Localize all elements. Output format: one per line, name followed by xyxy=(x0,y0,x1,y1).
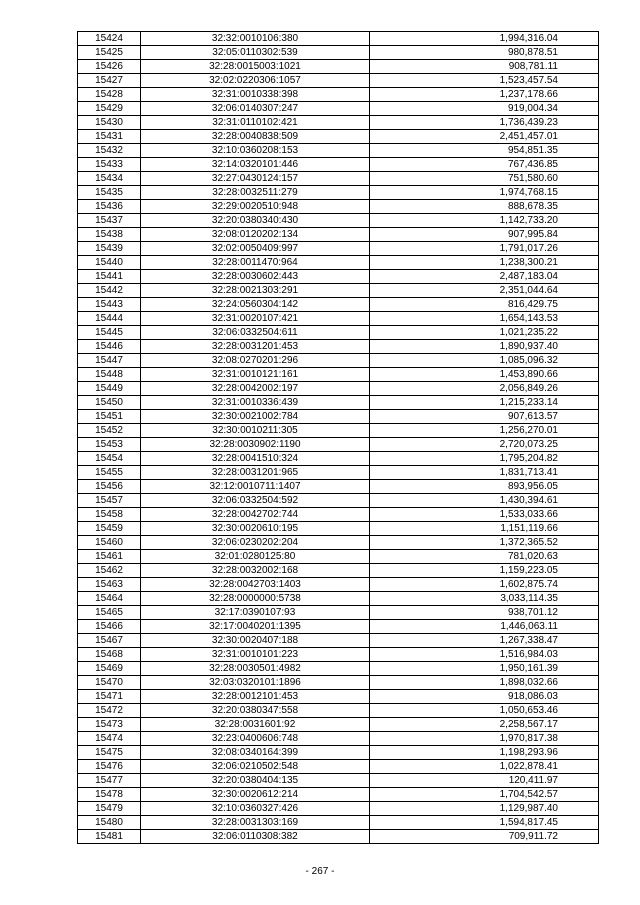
row-number-cell: 15463 xyxy=(78,578,141,592)
row-number-cell: 15478 xyxy=(78,788,141,802)
cadastral-value-cell: 1,372,365.52 xyxy=(370,536,599,550)
cadastral-value-cell: 816,429.75 xyxy=(370,298,599,312)
cadastral-number-cell: 32:03:0320101:1896 xyxy=(141,676,370,690)
cadastral-value-cell: 907,995.84 xyxy=(370,228,599,242)
cadastral-number-cell: 32:17:0040201:1395 xyxy=(141,620,370,634)
cadastral-value-cell: 908,781.11 xyxy=(370,60,599,74)
cadastral-value-cell: 1,151,119.66 xyxy=(370,522,599,536)
cadastral-number-cell: 32:31:0010101:223 xyxy=(141,648,370,662)
row-number-cell: 15429 xyxy=(78,102,141,116)
row-number-cell: 15459 xyxy=(78,522,141,536)
cadastral-number-cell: 32:28:0042703:1403 xyxy=(141,578,370,592)
cadastral-value-cell: 1,129,987.40 xyxy=(370,802,599,816)
row-number-cell: 15431 xyxy=(78,130,141,144)
row-number-cell: 15444 xyxy=(78,312,141,326)
cadastral-value-cell: 1,516,984.03 xyxy=(370,648,599,662)
cadastral-value-cell: 3,033,114.35 xyxy=(370,592,599,606)
row-number-cell: 15443 xyxy=(78,298,141,312)
row-number-cell: 15458 xyxy=(78,508,141,522)
row-number-cell: 15424 xyxy=(78,32,141,46)
row-number-cell: 15461 xyxy=(78,550,141,564)
cadastral-value-cell: 1,523,457.54 xyxy=(370,74,599,88)
cadastral-number-cell: 32:28:0040838:509 xyxy=(141,130,370,144)
table-body xyxy=(78,32,599,844)
cadastral-number-cell: 32:32:0010106:380 xyxy=(141,32,370,46)
table-row xyxy=(78,564,599,578)
row-number-cell: 15471 xyxy=(78,690,141,704)
row-number-cell: 15447 xyxy=(78,354,141,368)
table-row xyxy=(78,732,599,746)
cadastral-number-cell: 32:30:0020407:188 xyxy=(141,634,370,648)
table-row xyxy=(78,620,599,634)
table-row xyxy=(78,648,599,662)
row-number-cell: 15430 xyxy=(78,116,141,130)
cadastral-number-cell: 32:28:0030602:443 xyxy=(141,270,370,284)
table-row xyxy=(78,760,599,774)
row-number-cell: 15453 xyxy=(78,438,141,452)
table-row xyxy=(78,158,599,172)
table-row xyxy=(78,424,599,438)
table-row xyxy=(78,130,599,144)
cadastral-value-cell: 1,446,063.11 xyxy=(370,620,599,634)
cadastral-value-cell: 980,878.51 xyxy=(370,46,599,60)
cadastral-number-cell: 32:29:0020510:948 xyxy=(141,200,370,214)
cadastral-value-cell: 751,580.60 xyxy=(370,172,599,186)
table-row xyxy=(78,396,599,410)
cadastral-value-cell: 2,487,183.04 xyxy=(370,270,599,284)
row-number-cell: 15426 xyxy=(78,60,141,74)
cadastral-value-cell: 1,950,161.39 xyxy=(370,662,599,676)
row-number-cell: 15480 xyxy=(78,816,141,830)
table-row xyxy=(78,634,599,648)
row-number-cell: 15475 xyxy=(78,746,141,760)
table-row xyxy=(78,606,599,620)
page-number: - 267 - xyxy=(305,866,335,877)
table-row xyxy=(78,480,599,494)
row-number-cell: 15436 xyxy=(78,200,141,214)
cadastral-number-cell: 32:06:0230202:204 xyxy=(141,536,370,550)
table-row xyxy=(78,592,599,606)
cadastral-number-cell: 32:28:0031201:965 xyxy=(141,466,370,480)
table-row xyxy=(78,676,599,690)
cadastral-number-cell: 32:28:0030902:1190 xyxy=(141,438,370,452)
cadastral-number-cell: 32:20:0380340:430 xyxy=(141,214,370,228)
cadastral-number-cell: 32:06:0140307:247 xyxy=(141,102,370,116)
cadastral-value-cell: 907,613.57 xyxy=(370,410,599,424)
cadastral-number-cell: 32:02:0050409:997 xyxy=(141,242,370,256)
row-number-cell: 15464 xyxy=(78,592,141,606)
cadastral-number-cell: 32:28:0041510:324 xyxy=(141,452,370,466)
cadastral-value-cell: 1,267,338.47 xyxy=(370,634,599,648)
cadastral-value-cell: 1,890,937.40 xyxy=(370,340,599,354)
table-row xyxy=(78,88,599,102)
cadastral-value-cell: 1,594,817.45 xyxy=(370,816,599,830)
table-row xyxy=(78,298,599,312)
cadastral-value-cell: 1,602,875.74 xyxy=(370,578,599,592)
cadastral-value-cell: 1,736,439.23 xyxy=(370,116,599,130)
cadastral-value-cell: 1,430,394.61 xyxy=(370,494,599,508)
cadastral-value-cell: 1,021,235.22 xyxy=(370,326,599,340)
row-number-cell: 15469 xyxy=(78,662,141,676)
cadastral-number-cell: 32:06:0110308:382 xyxy=(141,830,370,844)
cadastral-value-cell: 1,533,033.66 xyxy=(370,508,599,522)
table-row xyxy=(78,466,599,480)
table-row xyxy=(78,494,599,508)
table-row xyxy=(78,438,599,452)
cadastral-value-cell: 1,994,316.04 xyxy=(370,32,599,46)
cadastral-value-table xyxy=(77,31,599,844)
table-row xyxy=(78,746,599,760)
table-row xyxy=(78,186,599,200)
cadastral-number-cell: 32:01:0280125:80 xyxy=(141,550,370,564)
row-number-cell: 15446 xyxy=(78,340,141,354)
cadastral-number-cell: 32:06:0332504:592 xyxy=(141,494,370,508)
table-row xyxy=(78,228,599,242)
row-number-cell: 15439 xyxy=(78,242,141,256)
table-row xyxy=(78,718,599,732)
table-row xyxy=(78,522,599,536)
cadastral-number-cell: 32:20:0380404:135 xyxy=(141,774,370,788)
row-number-cell: 15456 xyxy=(78,480,141,494)
cadastral-number-cell: 32:31:0020107:421 xyxy=(141,312,370,326)
table-row xyxy=(78,172,599,186)
cadastral-value-cell: 1,237,178.66 xyxy=(370,88,599,102)
cadastral-number-cell: 32:28:0032511:279 xyxy=(141,186,370,200)
table-row xyxy=(78,774,599,788)
cadastral-number-cell: 32:12:0010711:1407 xyxy=(141,480,370,494)
cadastral-value-cell: 1,791,017.26 xyxy=(370,242,599,256)
table-row xyxy=(78,312,599,326)
cadastral-number-cell: 32:10:0360208:153 xyxy=(141,144,370,158)
cadastral-number-cell: 32:28:0032002:168 xyxy=(141,564,370,578)
row-number-cell: 15477 xyxy=(78,774,141,788)
row-number-cell: 15479 xyxy=(78,802,141,816)
cadastral-number-cell: 32:05:0110302:539 xyxy=(141,46,370,60)
cadastral-value-cell: 938,701.12 xyxy=(370,606,599,620)
cadastral-number-cell: 32:02:0220306:1057 xyxy=(141,74,370,88)
table-row xyxy=(78,200,599,214)
row-number-cell: 15442 xyxy=(78,284,141,298)
cadastral-number-cell: 32:28:0021303:291 xyxy=(141,284,370,298)
table-row xyxy=(78,830,599,844)
cadastral-value-cell: 2,720,073.25 xyxy=(370,438,599,452)
table-row xyxy=(78,690,599,704)
table-row xyxy=(78,214,599,228)
cadastral-number-cell: 32:28:0015003:1021 xyxy=(141,60,370,74)
table-row xyxy=(78,284,599,298)
cadastral-value-cell: 781,020.63 xyxy=(370,550,599,564)
cadastral-number-cell: 32:14:0320101:446 xyxy=(141,158,370,172)
cadastral-number-cell: 32:28:0012101:453 xyxy=(141,690,370,704)
row-number-cell: 15473 xyxy=(78,718,141,732)
row-number-cell: 15481 xyxy=(78,830,141,844)
cadastral-number-cell: 32:28:0030501:4982 xyxy=(141,662,370,676)
cadastral-number-cell: 32:28:0042002:197 xyxy=(141,382,370,396)
cadastral-number-cell: 32:30:0020612:214 xyxy=(141,788,370,802)
table-row xyxy=(78,550,599,564)
row-number-cell: 15432 xyxy=(78,144,141,158)
cadastral-number-cell: 32:28:0000000:5738 xyxy=(141,592,370,606)
row-number-cell: 15434 xyxy=(78,172,141,186)
cadastral-number-cell: 32:28:0031303:169 xyxy=(141,816,370,830)
cadastral-number-cell: 32:24:0560304:142 xyxy=(141,298,370,312)
cadastral-value-cell: 1,198,293.96 xyxy=(370,746,599,760)
row-number-cell: 15460 xyxy=(78,536,141,550)
table-row xyxy=(78,32,599,46)
cadastral-value-cell: 954,851.35 xyxy=(370,144,599,158)
row-number-cell: 15451 xyxy=(78,410,141,424)
table-row xyxy=(78,326,599,340)
row-number-cell: 15427 xyxy=(78,74,141,88)
cadastral-value-cell: 767,436.85 xyxy=(370,158,599,172)
table-row xyxy=(78,578,599,592)
row-number-cell: 15462 xyxy=(78,564,141,578)
table-row xyxy=(78,270,599,284)
cadastral-value-cell: 1,159,223.05 xyxy=(370,564,599,578)
cadastral-value-cell: 709,911.72 xyxy=(370,830,599,844)
cadastral-number-cell: 32:28:0042702:744 xyxy=(141,508,370,522)
table-row xyxy=(78,536,599,550)
table-row xyxy=(78,368,599,382)
row-number-cell: 15468 xyxy=(78,648,141,662)
cadastral-number-cell: 32:10:0360327:426 xyxy=(141,802,370,816)
table-row xyxy=(78,354,599,368)
table-row xyxy=(78,410,599,424)
row-number-cell: 15472 xyxy=(78,704,141,718)
row-number-cell: 15449 xyxy=(78,382,141,396)
table-row xyxy=(78,144,599,158)
cadastral-number-cell: 32:08:0270201:296 xyxy=(141,354,370,368)
table-row xyxy=(78,60,599,74)
cadastral-number-cell: 32:30:0010211:305 xyxy=(141,424,370,438)
row-number-cell: 15448 xyxy=(78,368,141,382)
table-row xyxy=(78,704,599,718)
table-row xyxy=(78,452,599,466)
cadastral-value-cell: 888,678.35 xyxy=(370,200,599,214)
cadastral-number-cell: 32:06:0210502:548 xyxy=(141,760,370,774)
cadastral-value-cell: 1,142,733.20 xyxy=(370,214,599,228)
row-number-cell: 15470 xyxy=(78,676,141,690)
table-row xyxy=(78,816,599,830)
cadastral-value-cell: 1,453,890.66 xyxy=(370,368,599,382)
cadastral-value-cell: 2,451,457.01 xyxy=(370,130,599,144)
table-row xyxy=(78,102,599,116)
row-number-cell: 15450 xyxy=(78,396,141,410)
cadastral-number-cell: 32:31:0010338:398 xyxy=(141,88,370,102)
table-row xyxy=(78,788,599,802)
row-number-cell: 15425 xyxy=(78,46,141,60)
cadastral-value-cell: 120,411.97 xyxy=(370,774,599,788)
cadastral-value-cell: 2,258,567.17 xyxy=(370,718,599,732)
table-row xyxy=(78,662,599,676)
cadastral-value-cell: 1,050,653.46 xyxy=(370,704,599,718)
row-number-cell: 15441 xyxy=(78,270,141,284)
cadastral-value-cell: 1,704,542.57 xyxy=(370,788,599,802)
row-number-cell: 15435 xyxy=(78,186,141,200)
table-row xyxy=(78,46,599,60)
row-number-cell: 15474 xyxy=(78,732,141,746)
cadastral-value-cell: 2,351,044.64 xyxy=(370,284,599,298)
row-number-cell: 15457 xyxy=(78,494,141,508)
row-number-cell: 15428 xyxy=(78,88,141,102)
cadastral-value-cell: 1,974,768.15 xyxy=(370,186,599,200)
table-row xyxy=(78,256,599,270)
cadastral-value-cell: 1,238,300.21 xyxy=(370,256,599,270)
row-number-cell: 15476 xyxy=(78,760,141,774)
table-row xyxy=(78,116,599,130)
cadastral-value-cell: 1,085,096.32 xyxy=(370,354,599,368)
cadastral-value-cell: 1,970,817.38 xyxy=(370,732,599,746)
row-number-cell: 15440 xyxy=(78,256,141,270)
cadastral-value-cell: 1,654,143.53 xyxy=(370,312,599,326)
cadastral-number-cell: 32:30:0021002:784 xyxy=(141,410,370,424)
row-number-cell: 15452 xyxy=(78,424,141,438)
row-number-cell: 15438 xyxy=(78,228,141,242)
cadastral-number-cell: 32:28:0031201:453 xyxy=(141,340,370,354)
cadastral-value-cell: 1,256,270.01 xyxy=(370,424,599,438)
row-number-cell: 15445 xyxy=(78,326,141,340)
cadastral-number-cell: 32:31:0010121:161 xyxy=(141,368,370,382)
cadastral-number-cell: 32:28:0031601:92 xyxy=(141,718,370,732)
cadastral-number-cell: 32:23:0400606:748 xyxy=(141,732,370,746)
cadastral-value-cell: 919,004.34 xyxy=(370,102,599,116)
cadastral-value-cell: 1,022,878.41 xyxy=(370,760,599,774)
cadastral-value-cell: 1,831,713.41 xyxy=(370,466,599,480)
cadastral-number-cell: 32:31:0010336:439 xyxy=(141,396,370,410)
cadastral-value-cell: 893,956.05 xyxy=(370,480,599,494)
cadastral-number-cell: 32:20:0380347:558 xyxy=(141,704,370,718)
cadastral-number-cell: 32:31:0110102:421 xyxy=(141,116,370,130)
row-number-cell: 15455 xyxy=(78,466,141,480)
row-number-cell: 15454 xyxy=(78,452,141,466)
row-number-cell: 15467 xyxy=(78,634,141,648)
row-number-cell: 15433 xyxy=(78,158,141,172)
cadastral-value-cell: 2,056,849.26 xyxy=(370,382,599,396)
cadastral-number-cell: 32:28:0011470:964 xyxy=(141,256,370,270)
cadastral-number-cell: 32:08:0340164:399 xyxy=(141,746,370,760)
table-row xyxy=(78,802,599,816)
cadastral-value-cell: 918,086.03 xyxy=(370,690,599,704)
row-number-cell: 15437 xyxy=(78,214,141,228)
cadastral-number-cell: 32:17:0390107:93 xyxy=(141,606,370,620)
cadastral-number-cell: 32:06:0332504:611 xyxy=(141,326,370,340)
table-row xyxy=(78,340,599,354)
cadastral-value-cell: 1,795,204.82 xyxy=(370,452,599,466)
cadastral-number-cell: 32:27:0430124:157 xyxy=(141,172,370,186)
row-number-cell: 15466 xyxy=(78,620,141,634)
cadastral-value-cell: 1,898,032.66 xyxy=(370,676,599,690)
cadastral-number-cell: 32:30:0020610:195 xyxy=(141,522,370,536)
table-row xyxy=(78,508,599,522)
table-row xyxy=(78,242,599,256)
row-number-cell: 15465 xyxy=(78,606,141,620)
cadastral-value-cell: 1,215,233.14 xyxy=(370,396,599,410)
table-row xyxy=(78,382,599,396)
cadastral-number-cell: 32:08:0120202:134 xyxy=(141,228,370,242)
table-row xyxy=(78,74,599,88)
